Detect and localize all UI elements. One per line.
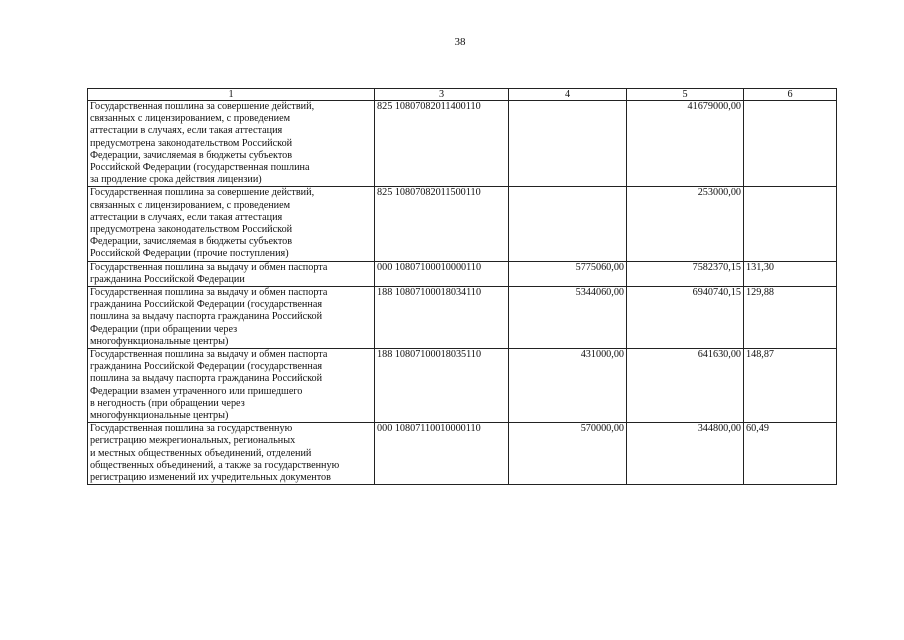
- table-row: [88, 287, 837, 349]
- row-col4-value: 570000,00: [509, 423, 627, 485]
- row-code: 000 10807110010000110: [375, 423, 509, 485]
- row-name-line: предусмотрена законодательством Российской: [90, 224, 293, 236]
- row-name-line: гражданина Российской Федерации (государственная: [90, 299, 323, 311]
- row-name-line: связанных с лицензированием, с проведением: [90, 199, 291, 211]
- row-name-line: гражданина Российской Федерации (государственная: [90, 361, 323, 373]
- row-name: [88, 349, 375, 423]
- row-col6-value: [744, 101, 837, 187]
- row-col4-value: 431000,00: [509, 349, 627, 423]
- row-code: 188 10807100018034110: [375, 287, 509, 349]
- row-col6-value: 131,30: [744, 261, 837, 286]
- table-row: [88, 349, 837, 423]
- row-name-line: за продление срока действия лицензии): [90, 174, 262, 186]
- row-name-line: регистрацию изменений их учредительных документов: [90, 472, 331, 484]
- row-name: [88, 187, 375, 261]
- row-code: 188 10807100018035110: [375, 349, 509, 423]
- header-col-3: 3: [375, 89, 509, 101]
- row-name-line: регистрацию межрегиональных, региональных: [90, 435, 296, 447]
- header-col-5: 5: [627, 89, 744, 101]
- row-col4-value: [509, 101, 627, 187]
- row-code: 825 10807082011400110: [375, 101, 509, 187]
- row-col6-value: [744, 187, 837, 261]
- row-code: 000 10807100010000110: [375, 261, 509, 286]
- row-name-line: Федерации, зачисляемая в бюджеты субъектов: [90, 236, 293, 248]
- row-col4-value: [509, 187, 627, 261]
- row-name-line: пошлина за выдачу паспорта гражданина Российской: [90, 311, 323, 323]
- row-name-line: Федерации взамен утраченного или пришедшего: [90, 385, 303, 397]
- header-row: [88, 89, 837, 101]
- row-col5-value: 253000,00: [627, 187, 744, 261]
- row-name-line: Государственная пошлина за выдачу и обмен паспорта: [90, 349, 328, 361]
- row-name-line: Государственная пошлина за выдачу и обмен паспорта: [90, 261, 328, 273]
- row-name-line: многофункциональные центры): [90, 410, 229, 422]
- row-name-line: в негодность (при обращении через: [90, 397, 245, 409]
- row-col4-value: 5775060,00: [509, 261, 627, 286]
- row-name: [88, 287, 375, 349]
- row-name-line: гражданина Российской Федерации: [90, 273, 245, 285]
- row-col4-value: 5344060,00: [509, 287, 627, 349]
- row-col5-value: 7582370,15: [627, 261, 744, 286]
- row-name-line: Российской Федерации (государственная пошлина: [90, 162, 310, 174]
- header-col-6: 6: [744, 89, 837, 101]
- row-name-line: Государственная пошлина за совершение действий,: [90, 187, 315, 199]
- header-col-4: 4: [509, 89, 627, 101]
- row-name-line: многофункциональные центры): [90, 335, 229, 347]
- row-col6-value: 60,49: [744, 423, 837, 485]
- row-name-line: и местных общественных объединений, отделений: [90, 447, 312, 459]
- row-name-line: Государственная пошлина за совершение действий,: [90, 101, 315, 112]
- row-col5-value: 41679000,00: [627, 101, 744, 187]
- page-number: 38: [454, 36, 466, 48]
- table-row: [88, 261, 837, 286]
- row-name-line: Российской Федерации (прочие поступления): [90, 248, 289, 260]
- row-name-line: Государственная пошлина за выдачу и обмен паспорта: [90, 287, 328, 299]
- row-name-line: пошлина за выдачу паспорта гражданина Российской: [90, 373, 323, 385]
- header-col-1: 1: [88, 89, 375, 101]
- table-row: [88, 423, 837, 485]
- row-name: [88, 261, 375, 286]
- table-row: [88, 187, 837, 261]
- row-name: [88, 423, 375, 485]
- row-name-line: Федерации (при обращении через: [90, 323, 238, 335]
- row-name-line: связанных с лицензированием, с проведением: [90, 113, 291, 125]
- row-name: [88, 101, 375, 187]
- row-name-line: Государственная пошлина за государственную: [90, 423, 293, 435]
- table-body: [88, 101, 837, 485]
- table-row: [88, 101, 837, 187]
- row-name-line: предусмотрена законодательством Российской: [90, 137, 293, 149]
- row-col6-value: 148,87: [744, 349, 837, 423]
- row-code: 825 10807082011500110: [375, 187, 509, 261]
- row-name-line: Федерации, зачисляемая в бюджеты субъектов: [90, 149, 293, 161]
- revenue-table: [87, 88, 837, 485]
- row-name-line: аттестации в случаях, если такая аттестация: [90, 211, 283, 223]
- row-col5-value: 6940740,15: [627, 287, 744, 349]
- row-col5-value: 641630,00: [627, 349, 744, 423]
- row-col5-value: 344800,00: [627, 423, 744, 485]
- row-name-line: общественных объединений, а также за государственную: [90, 459, 340, 471]
- row-col6-value: 129,88: [744, 287, 837, 349]
- row-name-line: аттестации в случаях, если такая аттестация: [90, 125, 283, 137]
